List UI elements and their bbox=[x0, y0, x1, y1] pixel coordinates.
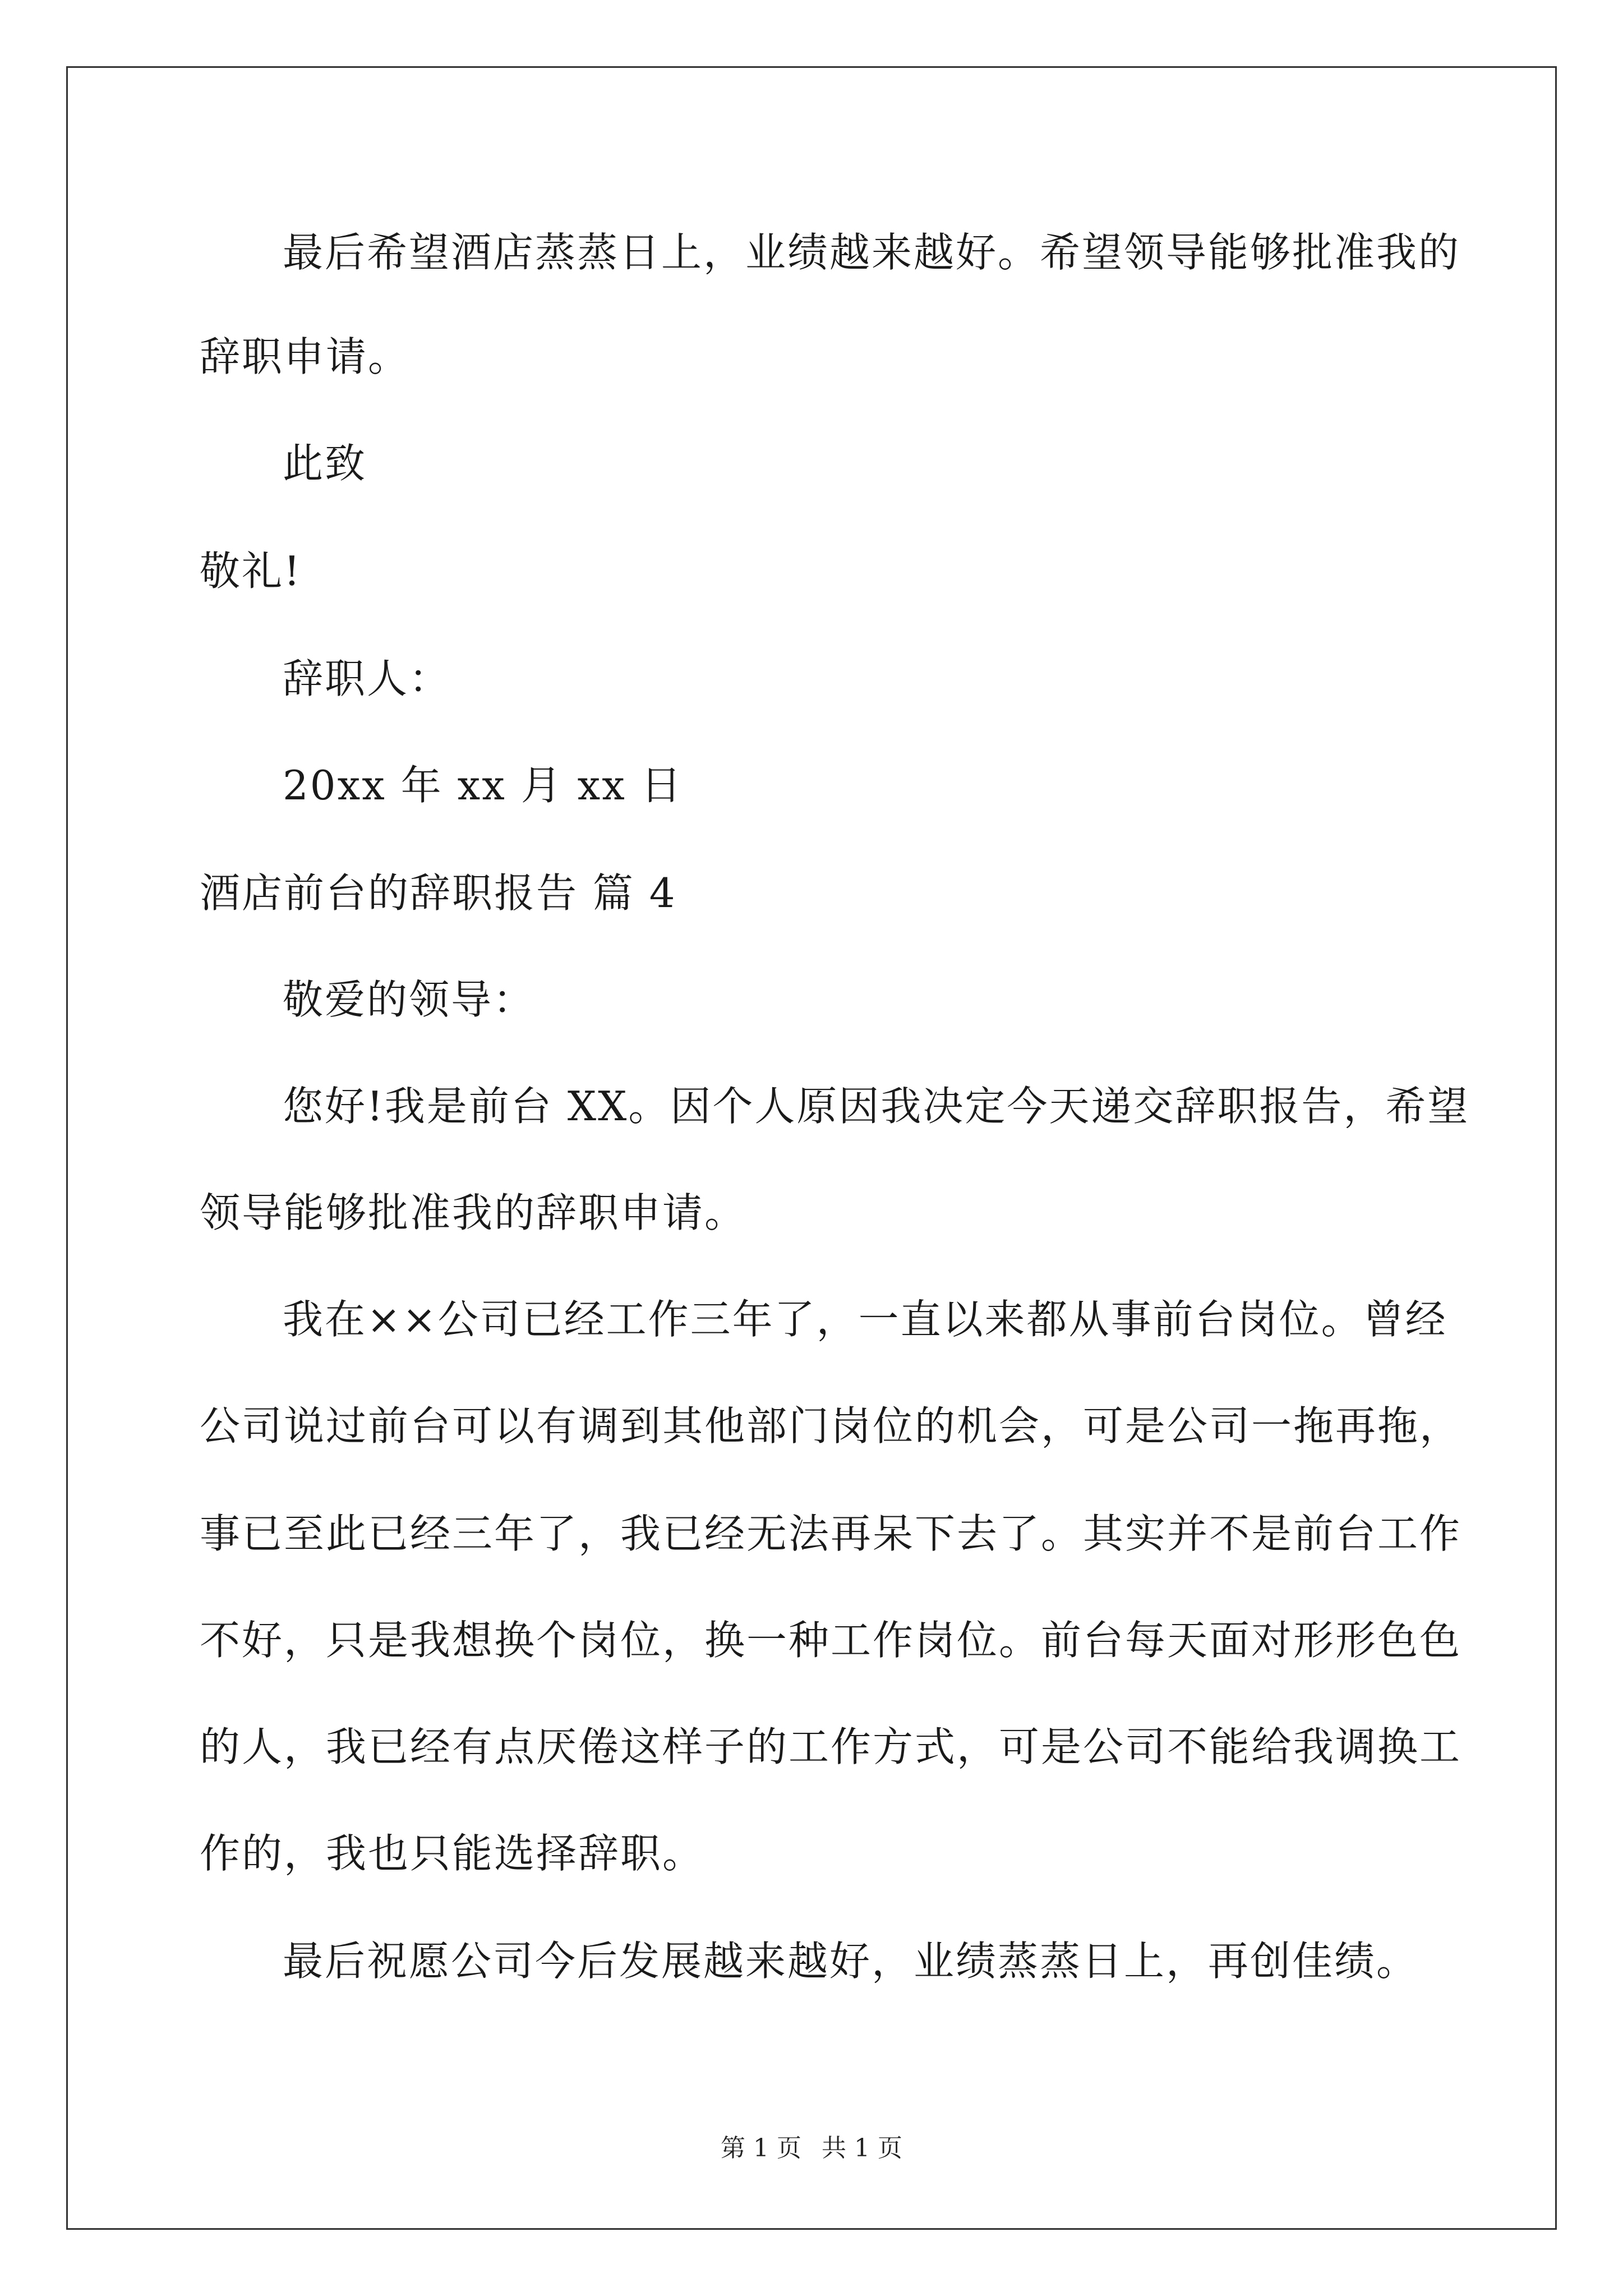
page-number-total: 共 1 页 bbox=[822, 2134, 902, 2162]
salutation-regards: 敬礼! bbox=[200, 547, 302, 595]
salutation-closing: 此致 bbox=[283, 440, 367, 487]
paragraph-line: 辞职申请。 bbox=[200, 333, 411, 380]
paragraph-line: 您好!我是前台 XX。因个人原因我决定今天递交辞职报告，希望 bbox=[283, 1083, 1470, 1130]
paragraph-line: 我在××公司已经工作三年了，一直以来都从事前台岗位。曾经 bbox=[283, 1296, 1447, 1343]
paragraph-line: 最后希望酒店蒸蒸日上，业绩越来越好。希望领导能够批准我的 bbox=[283, 229, 1461, 276]
section-title: 酒店前台的辞职报告 篇 4 bbox=[200, 869, 677, 917]
page-footer bbox=[0, 2136, 1623, 2161]
paragraph-line: 不好，只是我想换个岗位，换一种工作岗位。前台每天面对形形色色 bbox=[200, 1617, 1462, 1664]
paragraph-line: 作的，我也只能选择辞职。 bbox=[200, 1830, 705, 1877]
page-number-current: 第 1 页 bbox=[721, 2134, 801, 2162]
greeting: 敬爱的领导： bbox=[283, 976, 536, 1023]
date-line: 20xx 年 xx 月 xx 日 bbox=[283, 762, 683, 809]
page-border bbox=[66, 66, 1557, 2230]
paragraph-line: 的人，我已经有点厌倦这样子的工作方式，可是公司不能给我调换工 bbox=[200, 1723, 1462, 1770]
paragraph-line: 公司说过前台可以有调到其他部门岗位的机会，可是公司一拖再拖， bbox=[200, 1402, 1462, 1450]
signature-label: 辞职人： bbox=[283, 655, 451, 702]
paragraph-line: 最后祝愿公司今后发展越来越好，业绩蒸蒸日上，再创佳绩。 bbox=[283, 1938, 1419, 1985]
paragraph-line: 领导能够批准我的辞职申请。 bbox=[200, 1189, 747, 1236]
paragraph-line: 事已至此已经三年了，我已经无法再呆下去了。其实并不是前台工作 bbox=[200, 1510, 1462, 1557]
